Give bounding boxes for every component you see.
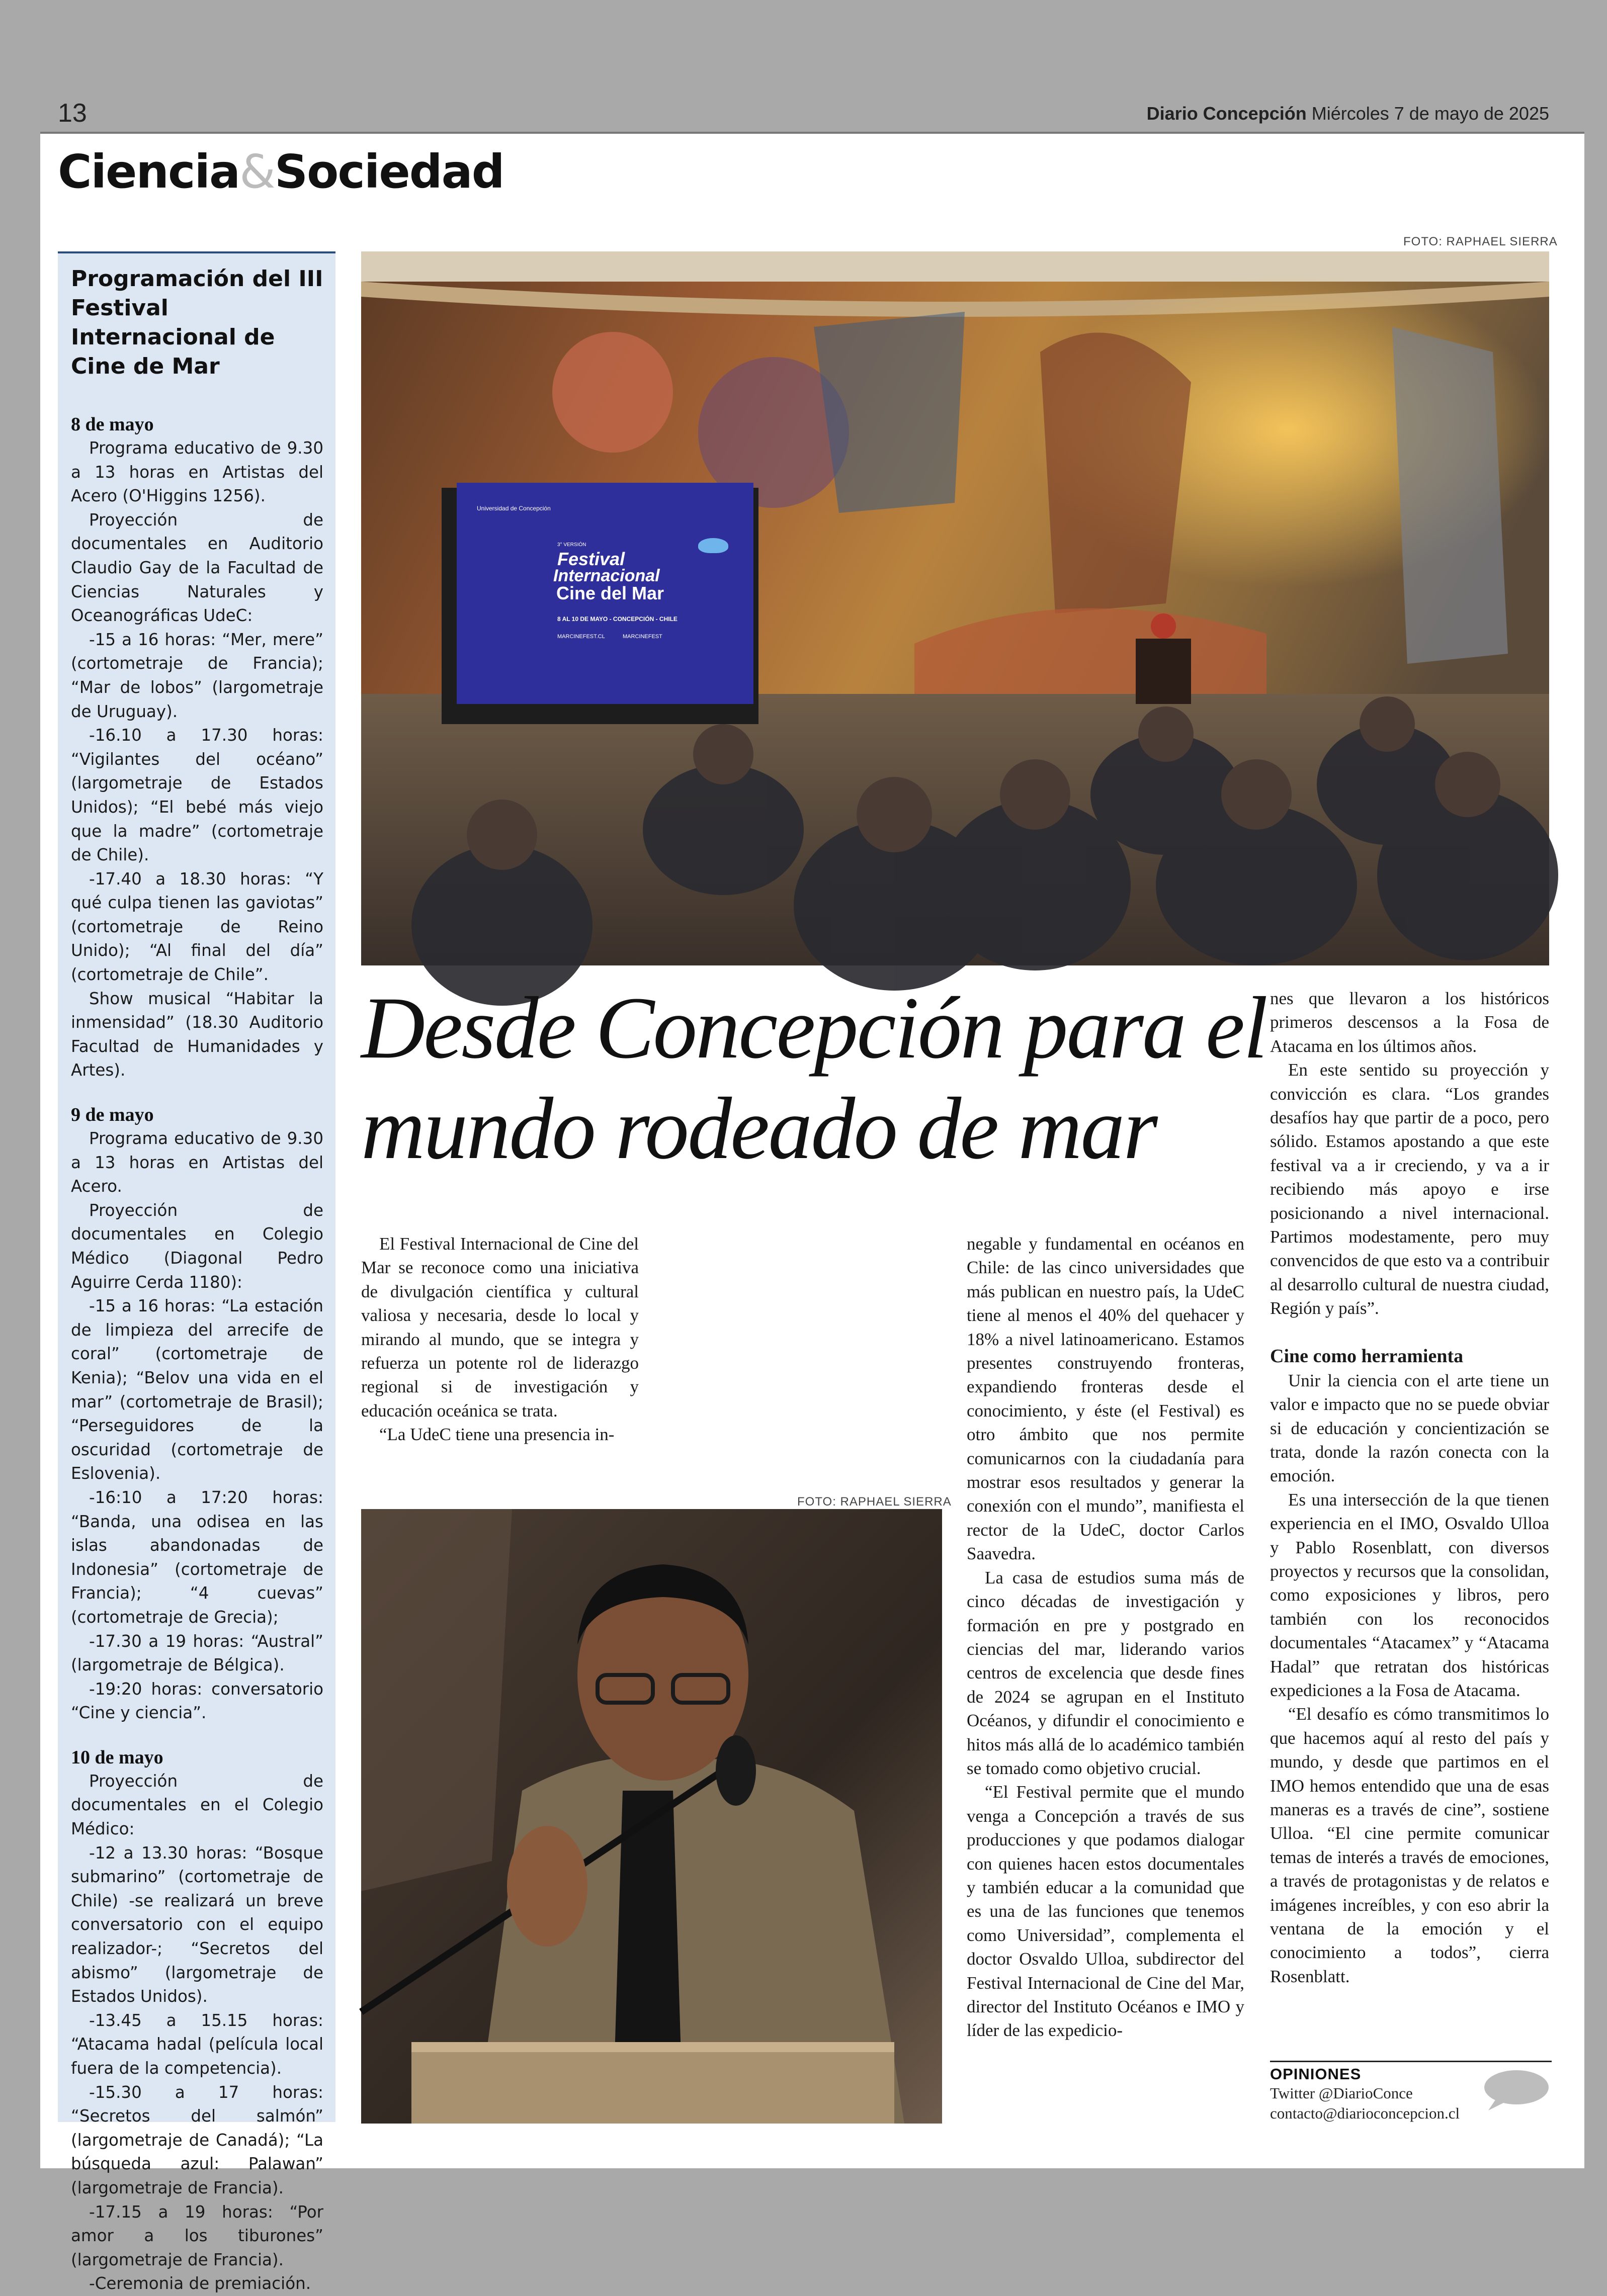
paragraph: El Festival Internacional de Cine del Mar se reconoce como una iniciativa de divulgación científica y cultural valiosa y necesaria, desde lo local y mirando al mundo, que se integra y refuerza un potente rol de liderazgo regional si de investigación y educación oceánica se trata. [361, 1234, 639, 1421]
program-sidebar [58, 251, 335, 2293]
sidebar-title: Programación del III Festival Internacional de Cine de Mar [71, 266, 323, 379]
program-item: -19:20 horas: conversatorio “Cine y ciencia”. [71, 1679, 323, 1723]
day-heading: 8 de mayo [71, 414, 154, 435]
program-item: -15 a 16 horas: “Mer, mere” (cortometraje de Francia); “Mar de lobos” (largometraje de Uruguay). [71, 630, 323, 721]
program-item: -Ceremonia de premiación. [89, 2274, 311, 2293]
day-heading: 9 de mayo [71, 1104, 154, 1126]
speech-bubble-icon [1481, 2068, 1549, 2111]
article-headline: Desde Concepción para el mundo rodeado de mar [361, 979, 1266, 1178]
newspaper-name: Diario Concepción [1146, 103, 1307, 124]
festival-photo [361, 251, 1549, 965]
paragraph: Unir la ciencia con el arte tiene un valor e impacto que no se puede obviar si de educación y concientización se trata, donde la razón conecta con la emoción. [1270, 1370, 1549, 1486]
whale-icon [698, 538, 728, 553]
masthead [1147, 103, 1549, 124]
screen-edition: 3° VERSIÓN [557, 542, 586, 548]
program-item: -17.30 a 19 horas: “Austral” (largometraje de Bélgica). [71, 1631, 323, 1675]
festival-screen [457, 483, 753, 704]
screen-web: MARCINEFEST.CL [557, 634, 605, 640]
screen-social: MARCINEFEST [623, 634, 662, 640]
page-number: 13 [58, 99, 87, 128]
issue-date: Miércoles 7 de mayo de 2025 [1311, 103, 1549, 124]
section-part1: Ciencia [58, 145, 240, 199]
screen-title-1: Festival [557, 549, 625, 569]
photo-credit-top: FOTO: RAPHAEL SIERRA [1403, 235, 1558, 248]
program-item: -16.10 a 17.30 horas: “Vigilantes del océano” (largometraje de Estados Unidos); “El bebé más viejo que la madre” (cortometraje de Chile). [71, 726, 323, 865]
photo-credit-bottom: FOTO: RAPHAEL SIERRA [797, 1495, 952, 1509]
program-item: -17.15 a 19 horas: “Por amor a los tiburones” (largometraje de Francia). [71, 2202, 323, 2269]
paragraph: nes que llevaron a los históricos primeros descensos a la Fosa de Atacama en los últimos años. [1270, 989, 1549, 1056]
program-item: Programa educativo de 9.30 a 13 horas en Artistas del Acero. [71, 1129, 323, 1196]
article-column-2 [967, 1232, 1244, 2043]
program-item: -16:10 a 17:20 horas: “Banda, una odisea en las islas abandonadas de Indonesia” (cortometraje de Francia); “4 cuevas” (cortometraje de Grecia); [71, 1487, 323, 1627]
speaker-image [361, 1509, 942, 2124]
article-column-3 [1270, 987, 1549, 1988]
paragraph: La casa de estudios suma más de cinco décadas de investigación y formación en pre y postgrado en ciencias del mar, liderando varios centros de excelencia que desde fines de 2024 se agrupan en el Instituto Océanos, y difundir el conocimiento e hitos más allá de lo académico también se tomado como objetivo crucial. [967, 1567, 1244, 1778]
section-amp: & [239, 145, 275, 199]
screen-university: Universidad de Concepción [477, 505, 551, 512]
subhead: Cine como herramienta [1270, 1345, 1464, 1367]
article-column-1 [361, 1232, 639, 1447]
program-item: -13.45 a 15.15 horas: “Atacama hadal (película local fuera de la competencia). [71, 2010, 323, 2078]
speaker-photo [361, 1509, 942, 2124]
paragraph: “La UdeC tiene una presencia in- [379, 1425, 615, 1445]
program-item: Programa educativo de 9.30 a 13 horas en Artistas del Acero (O'Higgins 1256). [71, 438, 323, 506]
program-item: Show musical “Habitar la inmensidad” (18.30 Auditorio Facultad de Humanidades y Artes). [71, 989, 323, 1080]
paragraph: negable y fundamental en océanos en Chile: de las cinco universidades que más publican en nuestro país, la UdeC tiene al menos el 40% del quehacer y 18% a nivel latinoamericano. Estamos presentes construyendo fronteras, expandiendo fronteras desde el conocimiento, y éste (el Festival) es otro ámbito que nos permite comunicarnos con la ciudadanía para mostrar esos resultados y generar la conexión con el mundo”, manifiesta el rector de la UdeC, doctor Carlos Saavedra. [967, 1234, 1244, 1564]
section-title [58, 145, 504, 199]
contact-email[interactable]: contacto@diarioconcepcion.cl [1270, 2104, 1460, 2122]
day-heading: 10 de mayo [71, 1746, 163, 1768]
screen-title-2: Internacional [553, 566, 660, 585]
twitter-handle[interactable]: Twitter @DiarioConce [1270, 2084, 1413, 2102]
program-item: Proyección de documentales en el Colegio Médico: [71, 1771, 323, 1839]
paragraph: Es una intersección de la que tienen experiencia en el IMO, Osvaldo Ulloa y Pablo Rosenblatt, con diversos proyectos y recursos que la consolidan, como exposiciones y libros, pero también con los reconocidos documentales “Atacamex” y “Atacama Hadal” que retratan dos históricas expediciones a la Fosa de Atacama. [1270, 1489, 1549, 1700]
paragraph: En este sentido su proyección y convicción es clara. “Los grandes desafíos hay que partir de a poco, pero sólido. Estamos apostando a que este festival va a ir creciendo, y va a ir recibiendo más apoyo e irse posicionando a nivel internacional. Partimos modestamente, pero muy convencidos de que esto va a contribuir al desarrollo cultural de nuestra ciudad, Región y país”. [1270, 1060, 1549, 1318]
paragraph: “El Festival permite que el mundo venga a Concepción a través de sus producciones y que podamos dialogar con quienes hacen estos documentales y también educar a la comunidad que es una de las funciones que tenemos como Universidad”, complementa el doctor Osvaldo Ulloa, subdirector del Festival Internacional de Cine del Mar, director del Instituto Océanos e IMO y líder de las expedicio- [967, 1782, 1244, 2041]
program-item: Proyección de documentales en Auditorio Claudio Gay de la Facultad de Ciencias Naturales y Oceanográficas UdeC: [71, 510, 323, 626]
program-item: -12 a 13.30 horas: “Bosque submarino” (cortometraje de Chile) -se realizará un breve conversatorio con el equipo realizador-; “Secretos del abismo” (largometraje de Estados Unidos). [71, 1843, 323, 2006]
program-item: -17.40 a 18.30 horas: “Y qué culpa tienen las gaviotas” (cortometraje de Reino Unido); “Al final del día” (cortometraje de Chile”. [71, 869, 323, 985]
screen-title-3: Cine del Mar [556, 583, 664, 603]
program-item: -15 a 16 horas: “La estación de limpieza del arrecife de coral” (cortometraje de Kenia); “Belov una vida en el mar” (cortometraje de Brasil); “Perseguidores de la oscuridad (cortometraje de Eslovenia). [71, 1296, 323, 1483]
screen-dates: 8 AL 10 DE MAYO - CONCEPCIÓN - CHILE [557, 615, 678, 623]
paragraph: “El desafío es cómo transmitimos lo que hacemos aquí al resto del país y mundo, y desde que partimos en el IMO hemos entendido que una de esas maneras es a través de cine”, sostiene Ulloa. “El cine permite comunicar temas de interés a través de emociones, a través de protagonistas y de relatos e imágenes increíbles, y con eso abrir la ventana de la emoción y el conocimiento a todos”, cierra Rosenblatt. [1270, 1704, 1549, 1986]
section-part2: Sociedad [274, 145, 504, 199]
program-item: Proyección de documentales en Colegio Médico (Diagonal Pedro Aguirre Cerda 1180): [71, 1200, 323, 1292]
program-item: -15.30 a 17 horas: “Secretos del salmón” (largometraje de Canadá); “La búsqueda azul: Palawan” (largometraje de Francia). [71, 2082, 323, 2197]
opiniones-title: OPINIONES [1270, 2065, 1362, 2083]
header-rule [40, 132, 1584, 134]
